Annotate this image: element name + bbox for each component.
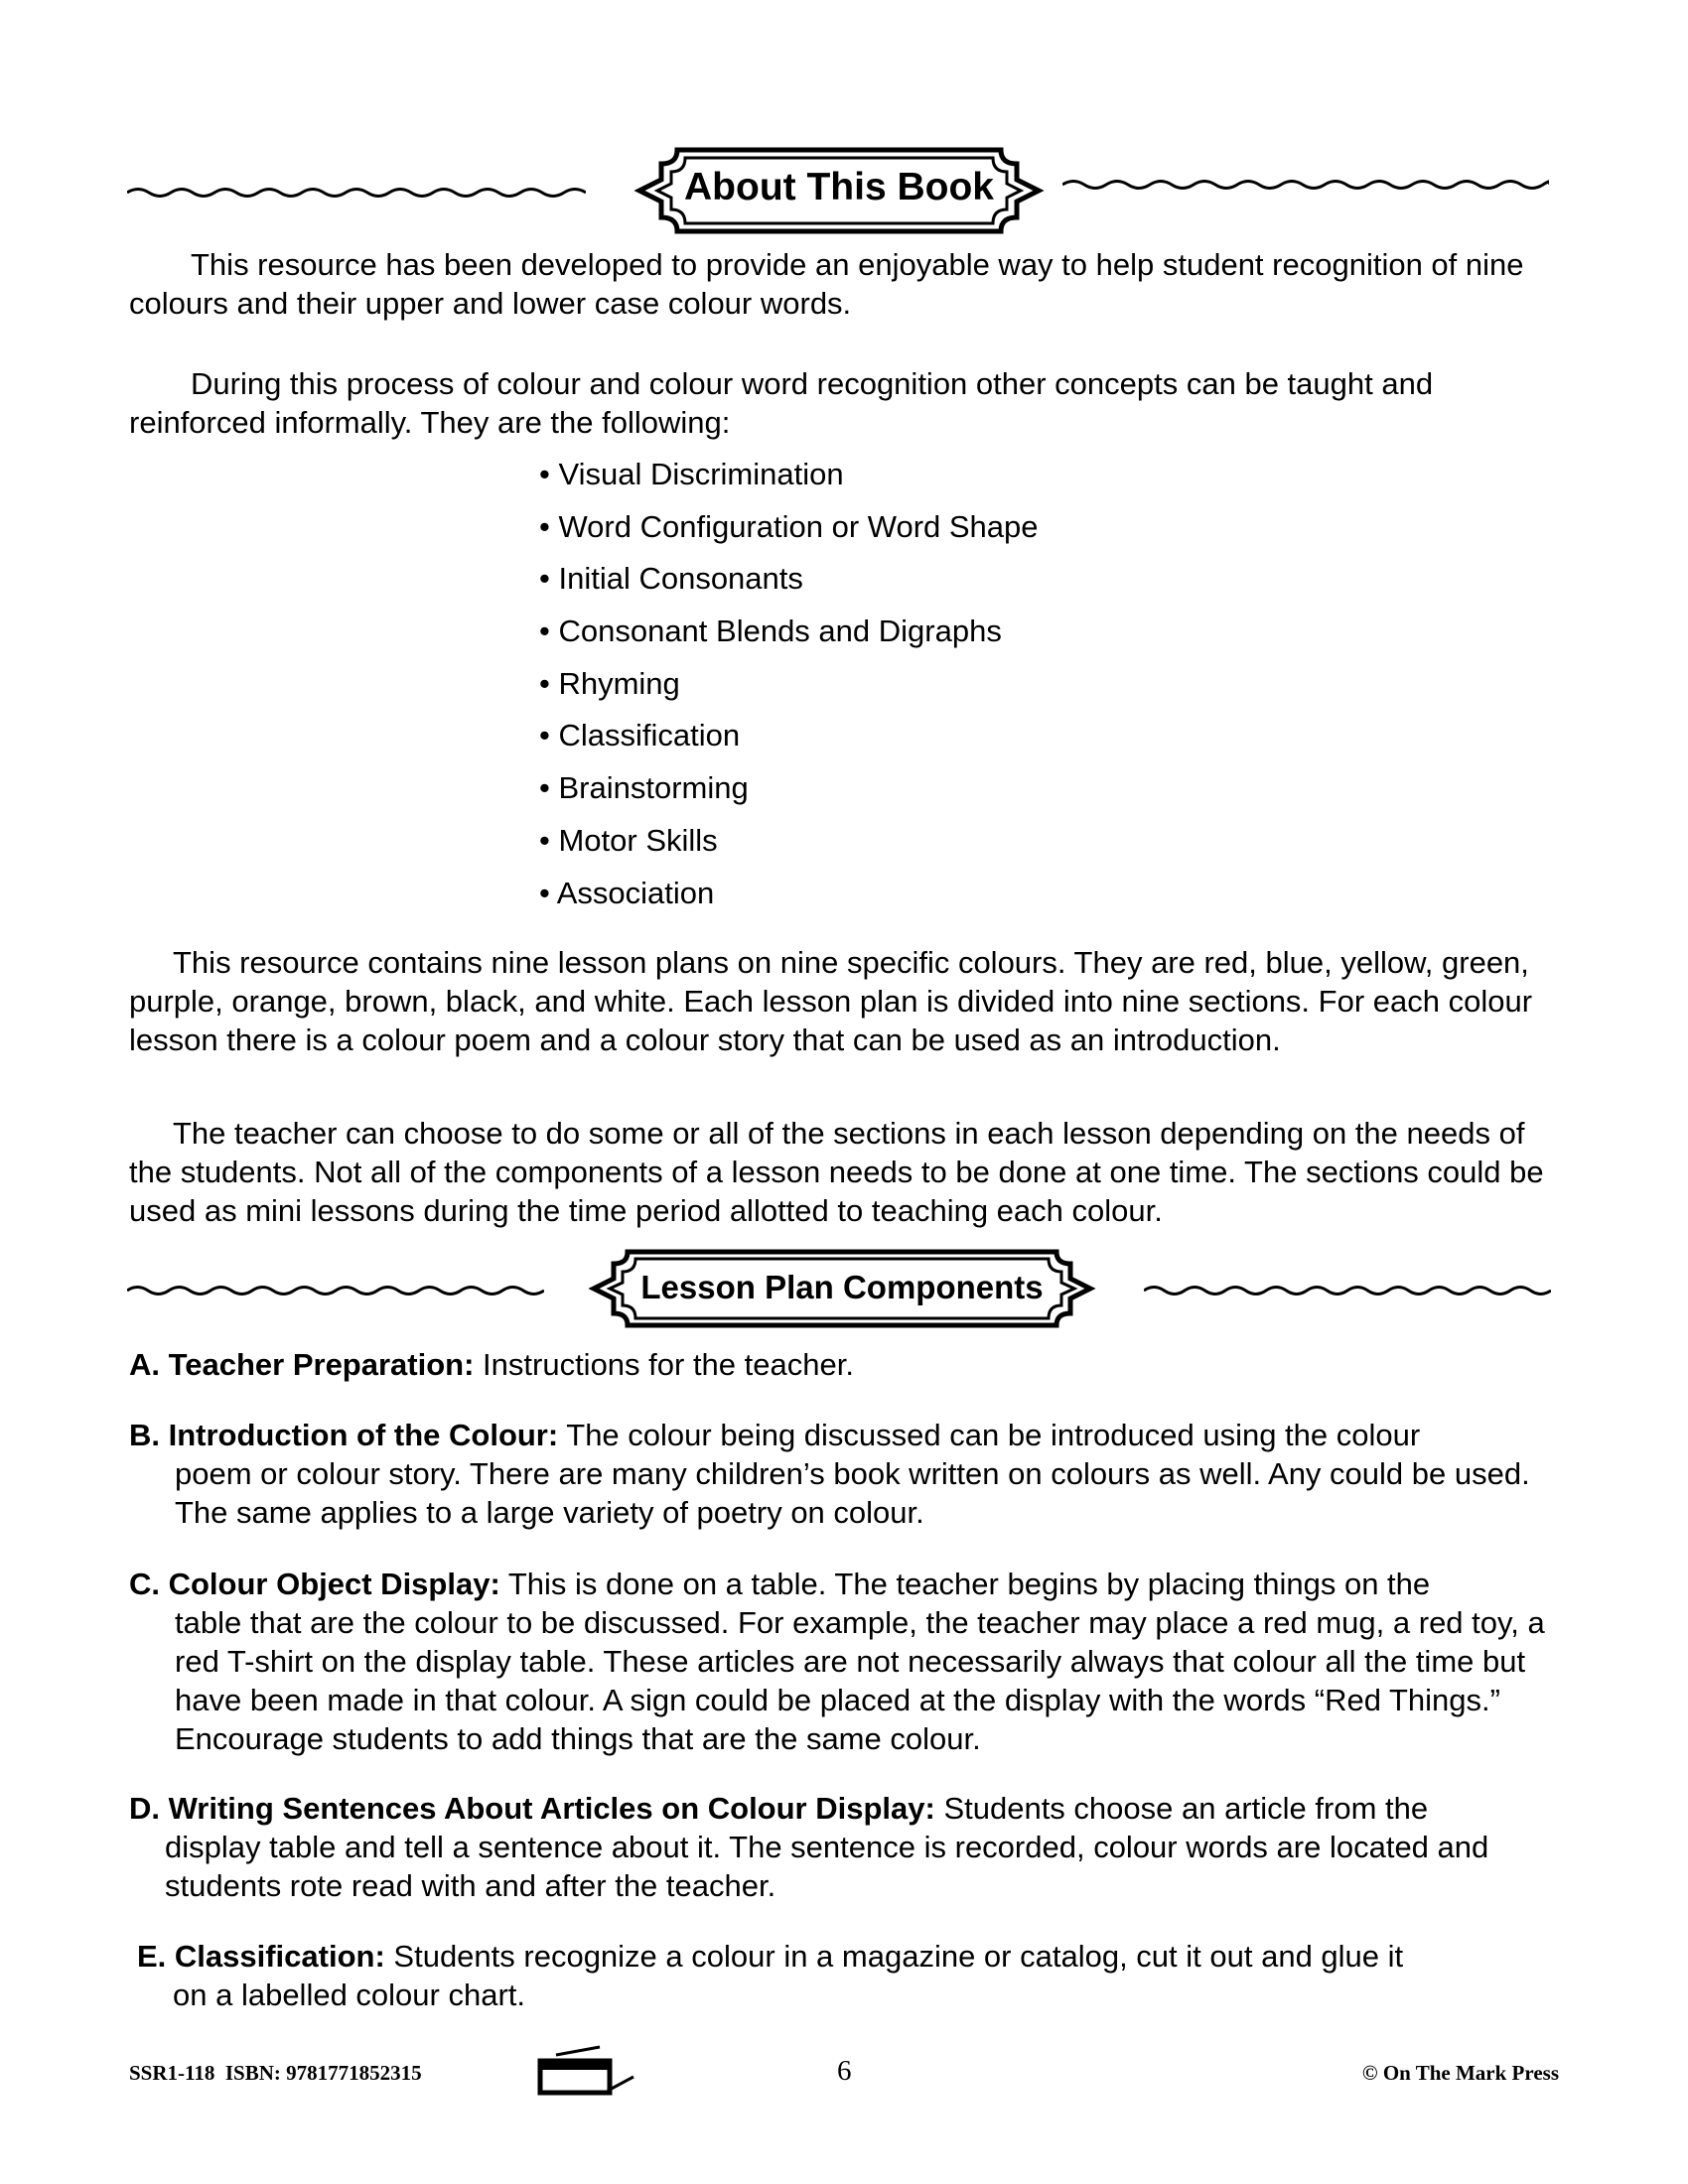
about-title: About This Book	[684, 166, 994, 208]
sections-paragraph: The teacher can choose to do some or all of the sections in each lesson depending on the needs of the students. Not all of the components of a lesson needs to be done at one time. The sections could be used as mini lessons during the time period allotted to teaching each colour.	[129, 1116, 1544, 1228]
list-item: • Visual Discrimination	[539, 457, 844, 491]
page-number: 6	[837, 2055, 852, 2087]
component-label: A. Teacher Preparation:	[129, 1347, 475, 1382]
list-item: • Brainstorming	[539, 770, 749, 806]
list-item: • Classification	[539, 718, 741, 753]
component-c	[129, 1565, 1559, 1758]
component-text-continued: table that are the colour to be discussed. For example, the teacher may place a red mug, a red toy, a red T-shirt on the display table. These articles are not necessarily always that colour all the time but have been made in that colour. A sign could be placed at the display with the words “Red Things.” Encourage students to add things that are the same colour.	[175, 1605, 1545, 1756]
component-text: Instructions for the teacher.	[474, 1347, 854, 1382]
intro-paragraph-2: During this process of colour and colour word recognition other concepts can be taught and reinforced informally. They are the following:	[129, 366, 1434, 440]
list-item: • Motor Skills	[539, 822, 718, 858]
wave-divider-right	[1062, 175, 1549, 195]
list-item: • Word Configuration or Word Shape	[539, 508, 1039, 544]
component-text: The colour being discussed can be introduced using the colour	[558, 1418, 1421, 1452]
about-banner	[628, 144, 1051, 237]
component-label: D. Writing Sentences About Articles on Colour Display:	[129, 1791, 935, 1826]
component-text-continued: display table and tell a sentence about it. The sentence is recorded, colour words are located and students rote read with and after the teacher.	[165, 1830, 1489, 1903]
footer-publisher: © On The Mark Press	[1361, 2061, 1559, 2085]
list-item: • Consonant Blends and Digraphs	[539, 614, 1002, 649]
component-label: E. Classification:	[137, 1939, 385, 1974]
concept-list	[539, 455, 1039, 925]
intro-paragraph-1: This resource has been developed to provide an enjoyable way to help student recognition of nine colours and their upper and lower case colour words.	[129, 247, 1524, 321]
component-text-continued: on a labelled colour chart.	[173, 1978, 526, 2012]
component-d	[129, 1789, 1559, 1905]
component-e	[137, 1937, 1567, 2014]
list-item: • Rhyming	[539, 665, 680, 701]
wave-divider-right	[1144, 1281, 1551, 1300]
wave-divider-left	[127, 1281, 544, 1300]
wave-divider-left	[127, 183, 586, 203]
component-text: Students recognize a colour in a magazine or catalog, cut it out and glue it	[384, 1939, 1404, 1974]
components-banner	[582, 1246, 1102, 1331]
component-text: This is done on a table. The teacher begins by placing things on the	[499, 1567, 1431, 1601]
component-text-continued: poem or colour story. There are many children’s book written on colours as well. Any could be used. The same applies to a large variety of poetry on colour.	[175, 1456, 1530, 1530]
component-label: B. Introduction of the Colour:	[129, 1418, 559, 1452]
pencil-box-icon	[536, 2043, 637, 2097]
component-label: C. Colour Object Display:	[129, 1567, 500, 1601]
list-item: • Initial Consonants	[539, 561, 803, 597]
components-title: Lesson Plan Components	[640, 1269, 1044, 1305]
component-b	[129, 1416, 1559, 1532]
list-item: • Association	[539, 875, 715, 910]
component-text: Students choose an article from the	[934, 1791, 1429, 1826]
lesson-plans-paragraph: This resource contains nine lesson plans on nine specific colours. They are red, blue, yellow, green, purple, orange, brown, black, and white. Each lesson plan is divided into nine sections. For each colour lesson there is a colour poem and a colour story that can be used as an introduction.	[129, 945, 1533, 1057]
component-a	[129, 1345, 1559, 1384]
footer-isbn: SSR1-118 ISBN: 9781771852315	[129, 2061, 422, 2085]
